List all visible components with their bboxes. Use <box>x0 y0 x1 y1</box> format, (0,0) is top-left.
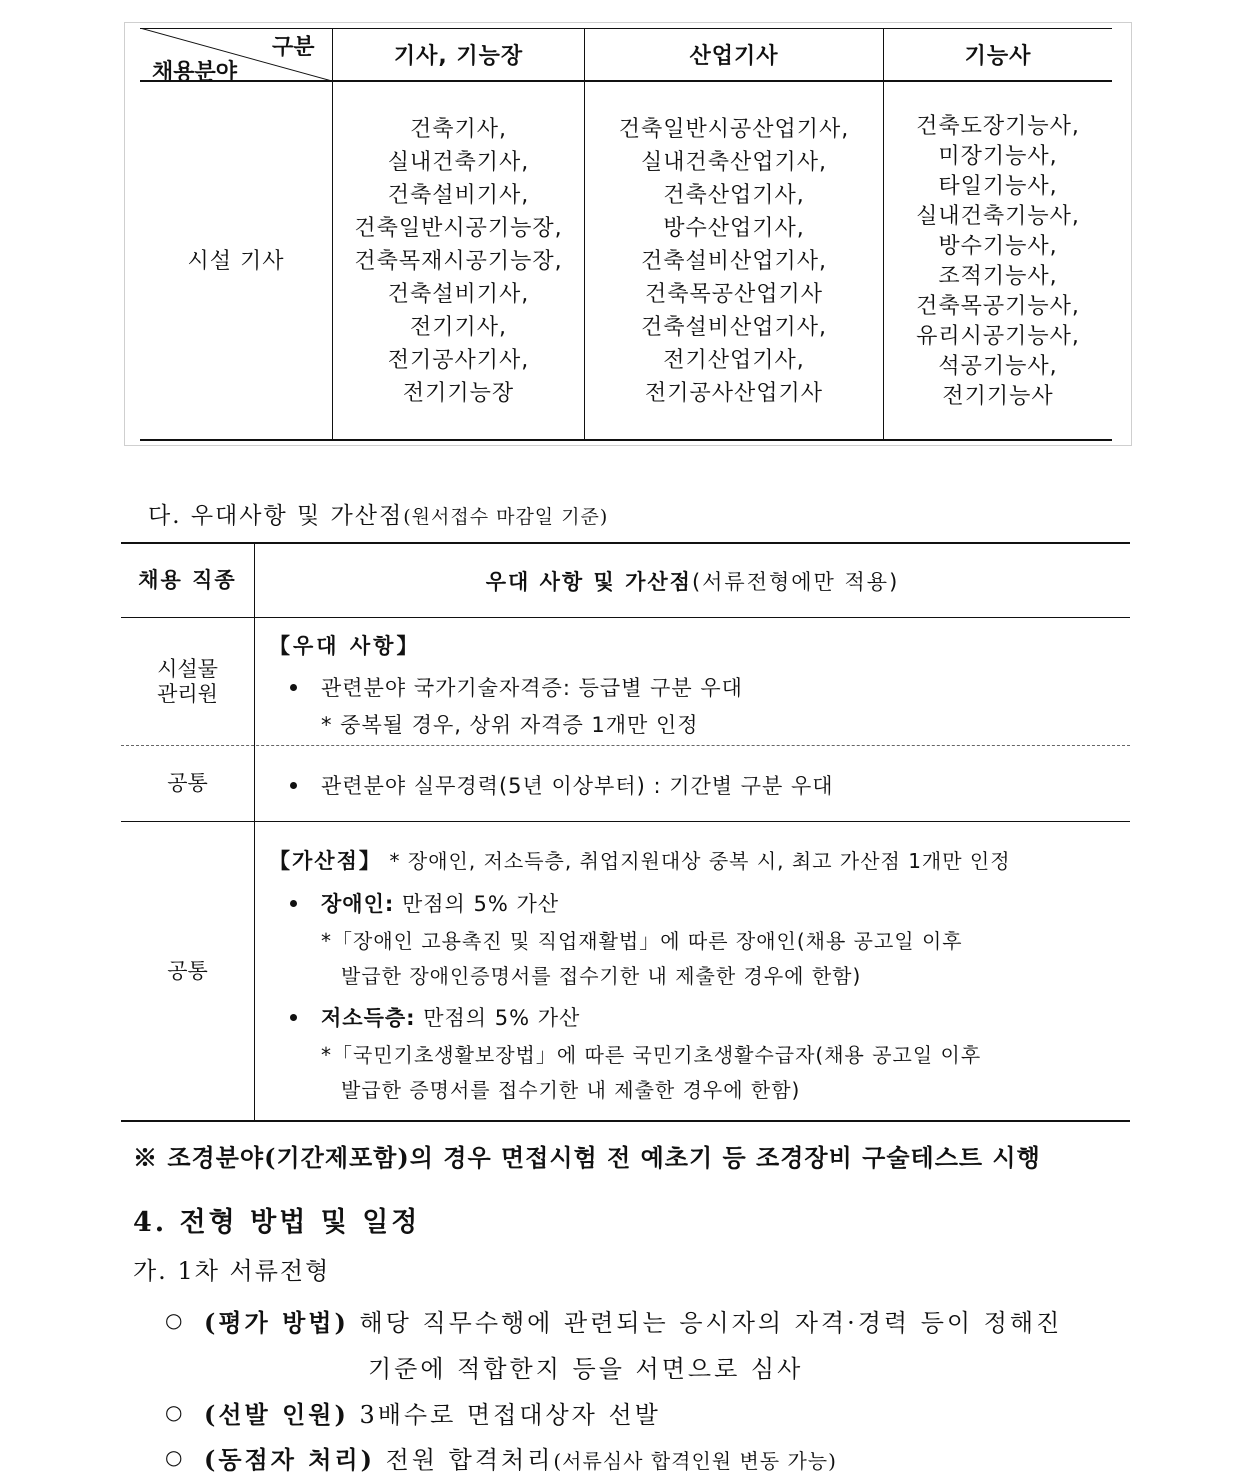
qualification-item: 건축일반시공기능장, <box>354 216 563 241</box>
section-title: 다. 우대사항 및 가산점 <box>148 503 404 529</box>
circle-bullet-icon: ○ <box>165 1445 183 1469</box>
qualification-item: 전기기능장 <box>402 381 515 406</box>
qualification-item: 전기기능사 <box>942 383 1054 409</box>
evaluation-method-item <box>204 1303 1062 1338</box>
qualification-item: 미장기능사, <box>938 143 1058 169</box>
subsection-document-screening: 가. 1차 서류전형 <box>133 1257 331 1285</box>
qualification-item: 건축목재시공기능장, <box>354 249 563 274</box>
bonus-heading-note: * 장애인, 저소득층, 취업지원대상 중복 시, 최고 가산점 1개만 인정 <box>389 849 1011 873</box>
row-divider <box>121 821 1130 822</box>
bonus-item-text: 만점의 5% 가산 <box>415 1006 581 1030</box>
preference-sub-note: * 중복될 경우, 상위 자격증 1개만 인정 <box>321 713 699 737</box>
section-heading-selection: 4. 전형 방법 및 일정 <box>133 1207 421 1238</box>
qualification-item: 전기공사기사, <box>387 348 530 373</box>
experience-bullet: 관련분야 실무경력(5년 이상부터) : 기간별 구분 우대 <box>321 774 834 798</box>
job-label: 공통 <box>167 771 208 795</box>
item-text: 전원 합격처리 <box>385 1446 554 1474</box>
column-divider <box>254 542 255 1122</box>
qualification-table <box>140 28 1112 441</box>
qualification-item: 건축도장기능사, <box>916 113 1080 139</box>
bonus-item-label: 장애인: <box>321 892 395 916</box>
item-note: (서류심사 합격인원 변동 가능) <box>553 1449 837 1473</box>
qualification-item: 전기기사, <box>409 315 507 340</box>
bonus-item-sub: *「장애인 고용촉진 및 직업재활법」에 따른 장애인(채용 공고일 이후 <box>321 929 963 953</box>
header-job-type <box>121 544 254 617</box>
section-title-note: (원서접수 마감일 기준) <box>403 506 609 528</box>
qualification-item: 조적기능사, <box>938 263 1058 289</box>
bonus-item-sub: *「국민기초생활보장법」에 따른 국민기초생활수급자(채용 공고일 이후 <box>321 1043 982 1067</box>
industrial-engineer-list-cell <box>585 82 883 441</box>
landscaping-note: ※ 조경분야(기간제포함)의 경우 면접시험 전 예초기 등 조경장비 구술테스트 시행 <box>133 1143 1041 1172</box>
bonus-item-disabled <box>321 888 559 918</box>
craftsman-list-cell <box>884 82 1112 441</box>
table-header-border <box>121 617 1130 618</box>
header-craftsman: 기능사 <box>964 44 1032 69</box>
section-title-preferences <box>148 497 608 530</box>
qualification-item: 건축산업기사, <box>663 183 805 208</box>
bullet-icon <box>290 900 297 907</box>
row-divider-dashed <box>121 745 1130 746</box>
bonus-item-text: 만점의 5% 가산 <box>394 892 560 916</box>
qualification-item: 방수산업기사, <box>663 216 805 241</box>
qualification-item: 건축설비산업기사, <box>640 249 827 274</box>
bonus-item-low-income <box>321 1002 580 1032</box>
field-name-cell <box>140 82 332 441</box>
qualification-item: 전기공사산업기사 <box>644 381 824 406</box>
qualification-item: 건축목공기능사, <box>916 293 1080 319</box>
selection-count-item <box>204 1395 661 1430</box>
qualification-item: 건축일반시공산업기사, <box>618 117 850 142</box>
item-text: 해당 직무수행에 관련되는 응시자의 자격·경력 등이 정해진 <box>359 1309 1063 1337</box>
header-category-label: 구분 <box>272 35 315 60</box>
preference-table <box>121 542 1130 1122</box>
qualification-item: 건축설비기사, <box>387 282 530 307</box>
qualification-item: 건축기사, <box>409 117 507 142</box>
qualification-item: 전기산업기사, <box>663 348 805 373</box>
job-cell-common <box>121 746 254 821</box>
qualification-item: 건축설비기사, <box>387 183 530 208</box>
header-industrial-engineer: 산업기사 <box>689 44 779 69</box>
tie-handling-item <box>204 1440 837 1475</box>
header-preferences-label: 우대 사항 및 가산점 <box>485 569 692 594</box>
circle-bullet-icon: ○ <box>165 1400 183 1424</box>
circle-bullet-icon: ○ <box>165 1308 183 1332</box>
qualification-item: 실내건축산업기사, <box>640 150 827 175</box>
job-label: 시설물 <box>157 656 218 681</box>
bonus-item-label: 저소득층: <box>321 1006 416 1030</box>
job-cell-facility <box>121 618 254 745</box>
bonus-heading: 【가산점】 <box>269 849 382 873</box>
qualification-item: 건축목공산업기사 <box>644 282 824 307</box>
header-field-label: 채용분야 <box>152 60 238 85</box>
job-cell-common <box>121 822 254 1120</box>
preference-bullet: 관련분야 국가기술자격증: 등급별 구분 우대 <box>321 676 743 700</box>
qualification-item: 석공기능사, <box>938 353 1058 379</box>
evaluation-method-continued: 기준에 적합한지 등을 서면으로 심사 <box>368 1355 804 1383</box>
header-job-type-label: 채용 직종 <box>138 568 237 592</box>
bonus-item-sub: 발급한 장애인증명서를 접수기한 내 제출한 경우에 한함) <box>341 964 862 988</box>
header-preferences <box>255 544 1130 617</box>
header-preferences-note: (서류전형에만 적용) <box>691 569 900 594</box>
bullet-icon <box>290 782 297 789</box>
qualification-item: 유리시공기능사, <box>916 323 1080 349</box>
bonus-item-sub: 발급한 증명서를 접수기한 내 제출한 경우에 한함) <box>341 1078 801 1102</box>
job-label: 관리원 <box>157 681 218 706</box>
engineer-list-cell <box>333 82 584 441</box>
header-engineer: 기사, 기능장 <box>393 44 524 69</box>
table-bottom-border <box>121 1120 1130 1122</box>
bullet-icon <box>290 684 297 691</box>
qualification-item: 실내건축기능사, <box>916 203 1080 229</box>
qualification-item: 건축설비산업기사, <box>640 315 827 340</box>
item-text: 3배수로 면접대상자 선발 <box>359 1401 661 1429</box>
bonus-heading-line <box>269 845 1011 875</box>
qualification-item: 타일기능사, <box>938 173 1058 199</box>
field-name: 시설 기사 <box>187 249 285 274</box>
job-label: 공통 <box>167 958 208 983</box>
item-key: (평가 방법) <box>204 1308 349 1337</box>
item-key: (선발 인원) <box>204 1400 349 1429</box>
qualification-item: 실내건축기사, <box>387 150 530 175</box>
bullet-icon <box>290 1014 297 1021</box>
item-key: (동점자 처리) <box>204 1445 375 1474</box>
qualification-item: 방수기능사, <box>938 233 1058 259</box>
preference-heading: 【우대 사항】 <box>269 634 421 658</box>
